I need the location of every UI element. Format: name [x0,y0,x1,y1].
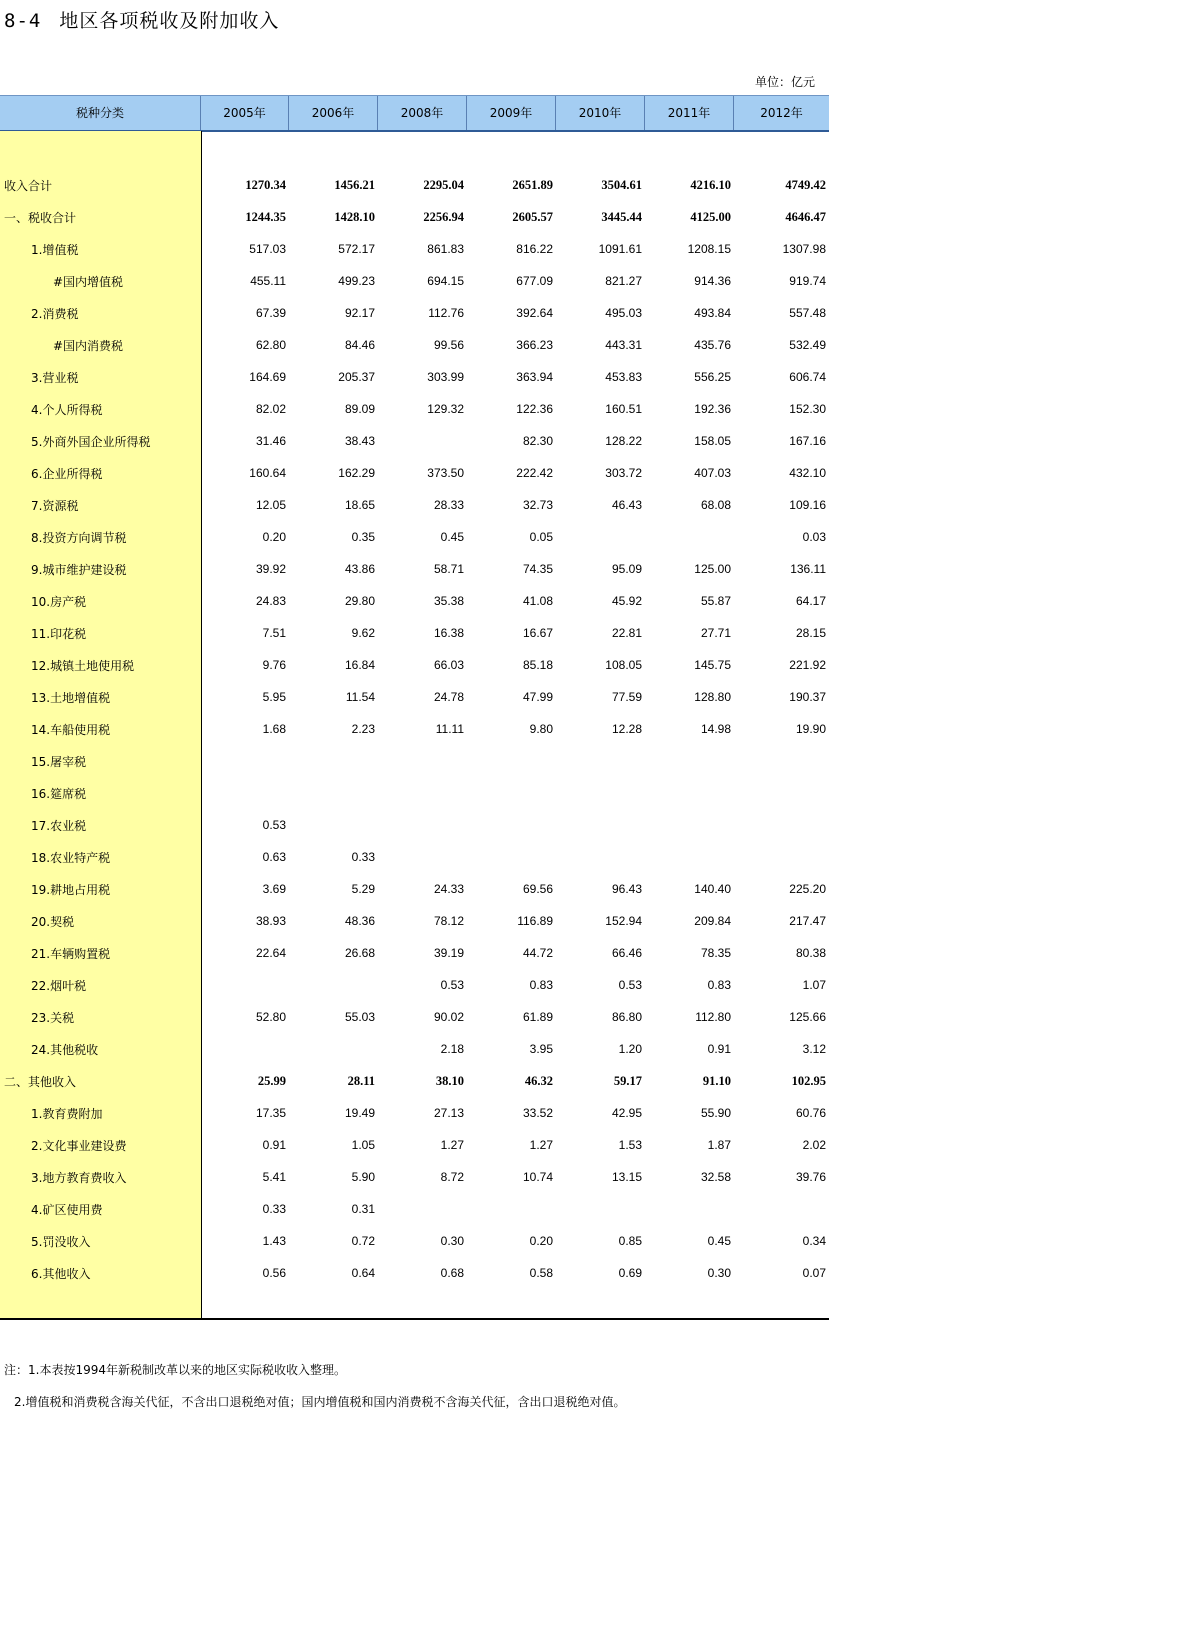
row-value: 1091.61 [598,242,642,256]
row-value: 12.28 [611,722,642,736]
row-value: 125.00 [694,562,731,576]
row-value: 455.11 [250,274,286,288]
row-value: 74.35 [522,562,553,576]
row-value: 69.56 [522,882,553,896]
table-body [0,131,829,1318]
row-value: 32.73 [522,498,553,512]
row-value: 90.02 [433,1010,464,1024]
row-value: 2256.94 [423,209,464,224]
table-row [0,873,829,905]
row-value: 363.94 [516,370,553,384]
row-label: 14.车船使用税 [31,722,111,737]
row-value: 4216.10 [690,177,731,192]
row-value: 112.80 [695,1010,731,1024]
row-value: 58.71 [433,562,464,576]
row-value: 517.03 [249,242,286,256]
row-value: 2.23 [351,722,375,736]
table-row [0,937,829,969]
row-value: 5.95 [262,690,286,704]
row-label: 二、其他收入 [4,1074,77,1089]
row-value: 66.03 [433,658,464,672]
row-value: 0.31 [351,1202,375,1216]
row-value: 46.32 [524,1073,553,1088]
table-row [0,681,829,713]
row-value: 55.90 [700,1106,731,1120]
row-value: 160.51 [605,402,642,416]
row-value: 0.56 [262,1266,286,1280]
row-value: 0.33 [351,850,375,864]
row-value: 5.29 [351,882,375,896]
row-value: 102.95 [791,1073,826,1088]
row-value: 303.99 [427,370,464,384]
table-row [0,265,829,297]
row-value: 8.72 [440,1170,464,1184]
row-value: 27.13 [433,1106,464,1120]
row-value: 39.92 [255,562,286,576]
row-value: 16.84 [344,658,375,672]
row-value: 0.58 [529,1266,553,1280]
table-title: 地区各项税收及附加收入 [59,10,280,32]
row-value: 0.45 [707,1234,731,1248]
row-value: 1456.21 [334,177,375,192]
row-label: 5.罚没收入 [31,1234,91,1249]
row-value: 0.69 [618,1266,642,1280]
row-value: 192.36 [694,402,731,416]
row-value: 92.17 [344,306,375,320]
row-value: 28.33 [433,498,464,512]
row-label: 4.矿区使用费 [31,1202,103,1217]
row-value: 0.91 [262,1138,286,1152]
row-value: 32.58 [700,1170,731,1184]
row-value: 557.48 [789,306,826,320]
row-label: 24.其他税收 [31,1042,99,1057]
header-year: 2006年 [289,96,378,130]
row-value: 77.59 [611,690,642,704]
row-value: 9.62 [351,626,375,640]
table-row [0,969,829,1001]
row-label: #国内消费税 [53,338,124,353]
table-row [0,329,829,361]
row-value: 129.32 [427,402,464,416]
table-header [0,95,829,132]
row-value: 28.11 [347,1073,375,1088]
row-value: 64.17 [795,594,826,608]
row-value: 1.27 [440,1138,464,1152]
row-value: 128.80 [694,690,731,704]
row-value: 45.92 [611,594,642,608]
table-row [0,393,829,425]
header-year: 2009年 [467,96,556,130]
row-value: 38.93 [255,914,286,928]
row-value: 13.15 [611,1170,642,1184]
row-value: 0.30 [707,1266,731,1280]
row-value: 5.41 [262,1170,286,1184]
row-label: 11.印花税 [31,626,87,641]
table-row [0,1001,829,1033]
row-value: 109.16 [789,498,826,512]
row-value: 152.30 [789,402,826,416]
row-value: 919.74 [789,274,826,288]
header-category: 税种分类 [0,96,201,130]
row-value: 33.52 [522,1106,553,1120]
row-value: 532.49 [789,338,826,352]
row-value: 38.43 [344,434,375,448]
row-value: 0.53 [262,818,286,832]
row-value: 0.05 [529,530,553,544]
row-value: 2.18 [440,1042,464,1056]
row-value: 108.05 [605,658,642,672]
row-value: 2605.57 [512,209,553,224]
row-value: 67.39 [255,306,286,320]
row-value: 499.23 [338,274,375,288]
row-value: 158.05 [694,434,731,448]
table-row [0,1225,829,1257]
row-label: 19.耕地占用税 [31,882,111,897]
row-label: 18.农业特产税 [31,850,111,865]
row-value: 677.09 [516,274,553,288]
row-value: 80.38 [795,946,826,960]
row-value: 96.43 [611,882,642,896]
table-row [0,745,829,777]
row-value: 14.98 [700,722,731,736]
row-value: 82.30 [522,434,553,448]
row-label: 4.个人所得税 [31,402,103,417]
note-1: 注：1.本表按1994年新税制改革以来的地区实际税收收入整理。 [4,1363,346,1377]
row-value: 16.38 [433,626,464,640]
row-value: 2.02 [802,1138,826,1152]
table-row [0,553,829,585]
row-value: 164.69 [249,370,286,384]
row-value: 225.20 [789,882,826,896]
row-value: 59.17 [613,1073,642,1088]
row-value: 0.63 [262,850,286,864]
row-value: 160.64 [249,466,286,480]
row-value: 217.47 [789,914,826,928]
row-label: 21.车辆购置税 [31,946,111,961]
row-value: 52.80 [255,1010,286,1024]
table-row [0,1161,829,1193]
row-value: 1.43 [262,1234,286,1248]
row-value: 17.35 [255,1106,286,1120]
row-value: 61.89 [522,1010,553,1024]
row-value: 4749.42 [785,177,826,192]
row-value: 26.68 [344,946,375,960]
row-value: 25.99 [257,1073,286,1088]
row-value: 373.50 [427,466,464,480]
row-value: 66.46 [611,946,642,960]
table-row [0,1129,829,1161]
table-row [0,1097,829,1129]
row-value: 116.89 [517,914,553,928]
row-value: 22.64 [255,946,286,960]
row-value: 205.37 [338,370,375,384]
row-label: 1.教育费附加 [31,1106,103,1121]
row-value: 821.27 [605,274,642,288]
row-value: 152.94 [605,914,642,928]
table-row [0,457,829,489]
row-value: 366.23 [516,338,553,352]
row-value: 0.53 [440,978,464,992]
table-row [0,1193,829,1225]
page-title [4,6,279,33]
row-value: 0.35 [351,530,375,544]
table-notes [4,1360,625,1424]
row-value: 0.30 [440,1234,464,1248]
table-row [0,905,829,937]
row-value: 39.19 [433,946,464,960]
table-row [0,713,829,745]
table-row [0,777,829,809]
row-value: 1.68 [262,722,286,736]
row-value: 1.87 [707,1138,731,1152]
row-value: 95.09 [611,562,642,576]
row-value: 222.42 [516,466,553,480]
row-value: 85.18 [522,658,553,672]
table-row [0,233,829,265]
table-number: 8-4 [4,10,42,32]
row-value: 24.78 [433,690,464,704]
row-value: 9.80 [529,722,553,736]
row-label: 20.契税 [31,914,75,929]
header-year: 2012年 [760,106,803,120]
row-value: 18.65 [344,498,375,512]
table-bottom-rule [0,1318,829,1320]
row-value: 48.36 [344,914,375,928]
row-value: 68.08 [700,498,731,512]
row-label: 1.增值税 [31,242,79,257]
table-row [0,617,829,649]
row-value: 99.56 [433,338,464,352]
row-value: 1.53 [618,1138,642,1152]
row-value: 31.46 [255,434,286,448]
row-value: 47.99 [522,690,553,704]
row-value: 453.83 [605,370,642,384]
row-value: 2651.89 [512,177,553,192]
table-row [0,1257,829,1289]
row-value: 443.31 [605,338,642,352]
row-value: 3.12 [802,1042,826,1056]
row-label: 15.屠宰税 [31,754,87,769]
note-2: 2.增值税和消费税含海关代征，不含出口退税绝对值；国内增值税和国内消费税不含海关代征，含出口退税绝对值。 [14,1395,626,1409]
row-value: 1244.35 [245,209,286,224]
table-row [0,489,829,521]
row-label: 13.土地增值税 [31,690,111,705]
table-row [0,521,829,553]
row-value: 35.38 [433,594,464,608]
row-value: 43.86 [344,562,375,576]
row-value: 55.03 [344,1010,375,1024]
row-value: 0.07 [802,1266,826,1280]
row-label: 6.其他收入 [31,1266,91,1281]
row-value: 27.71 [700,626,731,640]
table-row [0,201,829,233]
table-row [0,169,829,201]
unit-label: 单位：亿元 [755,75,816,89]
row-value: 432.10 [789,466,826,480]
row-label: #国内增值税 [53,274,124,289]
row-label: 23.关税 [31,1010,75,1025]
row-value: 0.68 [440,1266,464,1280]
row-value: 24.33 [433,882,464,896]
row-value: 0.83 [529,978,553,992]
row-value: 209.84 [694,914,731,928]
row-value: 167.16 [789,434,826,448]
row-value: 89.09 [344,402,375,416]
row-value: 145.75 [694,658,731,672]
row-value: 0.33 [262,1202,286,1216]
row-value: 556.25 [694,370,731,384]
row-label: 3.地方教育费收入 [31,1170,127,1185]
row-value: 3.69 [262,882,286,896]
row-value: 0.72 [351,1234,375,1248]
row-value: 816.22 [516,242,553,256]
row-value: 112.76 [428,306,464,320]
header-year: 2010年 [556,96,645,130]
row-value: 78.35 [700,946,731,960]
row-value: 12.05 [255,498,286,512]
row-value: 914.36 [694,274,731,288]
row-value: 122.36 [516,402,553,416]
row-value: 861.83 [427,242,464,256]
row-value: 0.85 [618,1234,642,1248]
row-value: 136.11 [790,562,826,576]
row-value: 407.03 [694,466,731,480]
row-value: 0.03 [802,530,826,544]
row-value: 140.40 [694,882,731,896]
table-row [0,809,829,841]
row-label: 12.城镇土地使用税 [31,658,135,673]
row-value: 125.66 [789,1010,826,1024]
row-value: 86.80 [611,1010,642,1024]
row-value: 38.10 [435,1073,464,1088]
row-value: 91.10 [702,1073,731,1088]
row-label: 16.筵席税 [31,786,87,801]
row-value: 9.76 [262,658,286,672]
row-label: 2.消费税 [31,306,79,321]
table-row [0,361,829,393]
row-value: 1.05 [351,1138,375,1152]
row-value: 60.76 [795,1106,826,1120]
row-value: 190.37 [789,690,826,704]
table-row [0,297,829,329]
row-value: 0.91 [707,1042,731,1056]
row-value: 606.74 [789,370,826,384]
row-value: 7.51 [262,626,286,640]
row-value: 46.43 [611,498,642,512]
row-value: 3504.61 [601,177,642,192]
row-value: 493.84 [694,306,731,320]
row-value: 303.72 [605,466,642,480]
row-value: 55.87 [700,594,731,608]
row-value: 128.22 [605,434,642,448]
table-row [0,1065,829,1097]
row-value: 221.92 [789,658,826,672]
row-value: 29.80 [344,594,375,608]
row-value: 19.90 [795,722,826,736]
row-value: 694.15 [427,274,464,288]
row-label: 10.房产税 [31,594,87,609]
row-value: 1208.15 [687,242,731,256]
row-value: 0.34 [802,1234,826,1248]
row-value: 0.20 [262,530,286,544]
row-value: 1270.34 [245,177,286,192]
row-label: 一、税收合计 [4,210,77,225]
row-value: 1.20 [618,1042,642,1056]
row-value: 4125.00 [690,209,731,224]
row-value: 4646.47 [785,209,826,224]
row-label: 2.文化事业建设费 [31,1138,127,1153]
row-value: 0.53 [618,978,642,992]
row-value: 495.03 [605,306,642,320]
row-value: 1307.98 [782,242,826,256]
row-value: 1428.10 [334,209,375,224]
row-value: 41.08 [522,594,553,608]
row-label: 22.烟叶税 [31,978,87,993]
row-value: 28.15 [795,626,826,640]
header-year: 2008年 [378,96,467,130]
row-value: 3.95 [529,1042,553,1056]
row-value: 162.29 [338,466,375,480]
table-row [0,1033,829,1065]
row-value: 11.11 [435,722,464,736]
row-value: 0.83 [707,978,731,992]
row-value: 19.49 [344,1106,375,1120]
row-value: 24.83 [255,594,286,608]
row-label: 17.农业税 [31,818,87,833]
row-value: 3445.44 [601,209,642,224]
row-value: 82.02 [255,402,286,416]
row-value: 62.80 [255,338,286,352]
row-value: 11.54 [345,690,375,704]
row-value: 42.95 [611,1106,642,1120]
row-label: 收入合计 [4,178,53,193]
header-year: 2011年 [645,96,734,130]
table-row [0,585,829,617]
table-row [0,841,829,873]
row-label: 8.投资方向调节税 [31,530,127,545]
row-value: 84.46 [344,338,375,352]
row-value: 0.20 [529,1234,553,1248]
row-value: 0.64 [351,1266,375,1280]
row-value: 22.81 [611,626,642,640]
row-value: 0.45 [440,530,464,544]
table-row [0,425,829,457]
row-value: 1.27 [529,1138,553,1152]
row-label: 7.资源税 [31,498,79,513]
row-value: 2295.04 [423,177,464,192]
row-label: 9.城市维护建设税 [31,562,127,577]
row-value: 1.07 [802,978,826,992]
table-row [0,649,829,681]
row-value: 10.74 [522,1170,553,1184]
header-year: 2005年 [201,96,289,130]
row-value: 392.64 [516,306,553,320]
row-label: 3.营业税 [31,370,79,385]
row-value: 78.12 [433,914,464,928]
row-value: 39.76 [795,1170,826,1184]
row-value: 44.72 [522,946,553,960]
row-value: 435.76 [694,338,731,352]
row-value: 16.67 [522,626,553,640]
row-label: 6.企业所得税 [31,466,103,481]
row-value: 5.90 [351,1170,375,1184]
row-label: 5.外商外国企业所得税 [31,434,151,449]
row-value: 572.17 [338,242,375,256]
